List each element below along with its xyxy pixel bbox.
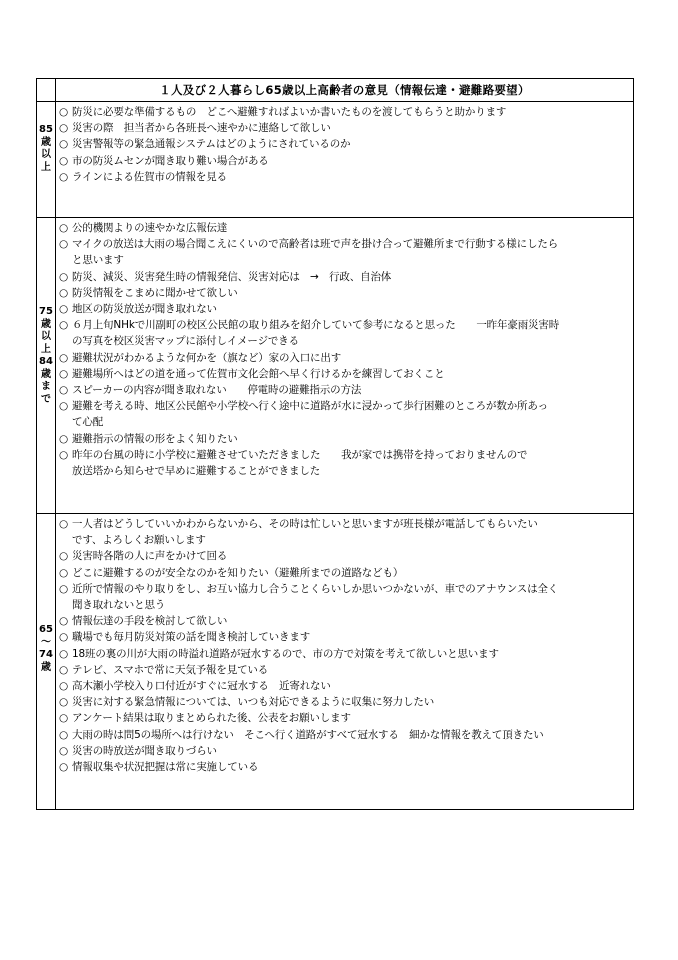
list-item [59,710,633,726]
age-group-label-part: 84 [39,356,53,367]
list-item [59,120,633,136]
circle-bullet-icon: ○ [59,303,69,316]
circle-bullet-icon: ○ [59,744,69,757]
age-group-label-part: 歳 [41,318,51,330]
circle-bullet-icon: ○ [59,615,69,628]
opinion-text: どこに避難するのが安全なのかを知りたい（避難所までの道路なども） [72,566,404,579]
list-item [59,350,633,366]
list-item [59,317,633,349]
list-item [59,153,633,169]
circle-bullet-icon: ○ [59,238,69,251]
opinion-text: 避難場所へはどの道を通って佐賀市文化会館へ早く行けるかを練習しておくこと [72,367,445,380]
circle-bullet-icon: ○ [59,448,69,461]
age-group-label [37,218,56,513]
circle-bullet-icon: ○ [59,712,69,725]
opinion-text: て心配 [72,416,104,429]
list-item [59,759,633,775]
opinion-text: 情報収集や状況把握は常に実施している [72,761,259,774]
age-group-label-part: 上 [41,343,51,355]
opinion-text: 市の防災ムセンが聞き取り難い場合がある [72,154,269,167]
circle-bullet-icon: ○ [59,270,69,283]
age-group-65-74 [37,513,633,809]
age-group-label-part: 75 [39,306,53,317]
opinion-text: 昨年の台風の時に小学校に避難させていただきました 我が家では携帯を持っておりませんので [72,448,528,461]
list-item [59,662,633,678]
opinion-text: 防災に必要な準備するもの どこへ避難すればよいか書いたものを渡してもらうと助かります [72,106,507,118]
opinion-text: スピーカーの内容が聞き取れない 停電時の避難指示の方法 [72,384,362,397]
list-item [59,548,633,564]
opinion-list [56,102,633,217]
opinion-text: 近所で情報のやり取りをし、お互い協力し合うことくらいしか思いつかないが、車でのアナウンスは全く [72,582,559,595]
circle-bullet-icon: ○ [59,761,69,774]
opinion-text: マイクの放送は大雨の場合聞こえにくいので高齢者は班で声を掛け合って避難所まで行動する様にしたら [72,238,559,251]
age-group-label-part: 65 [39,624,53,635]
opinion-text: 災害時各階の人に声をかけて回る [72,550,228,563]
opinion-text: 高木瀬小学校入り口付近がすぐに冠水する 近寄れない [72,680,331,693]
age-group-label-part: 85 [39,124,53,135]
circle-bullet-icon: ○ [59,647,69,660]
opinion-text: 地区の防災放送が聞き取れない [72,303,217,316]
opinion-text: 18班の裏の川が大雨の時溢れ道路が冠水するので、市の方で対策を考えて欲しいと思います [72,647,499,660]
opinion-text: アンケート結果は取りまとめられた後、公表をお願いします [72,712,351,725]
opinion-text: 防災情報をこまめに聞かせて欲しい [72,286,238,299]
list-item [59,136,633,152]
age-group-label-part: 以 [41,331,51,342]
opinion-list [56,514,633,809]
circle-bullet-icon: ○ [59,696,69,709]
list-item [59,694,633,710]
circle-bullet-icon: ○ [59,384,69,397]
opinion-list [56,218,633,513]
opinion-text: 災害警報等の緊急通報システムはどのようにされているのか [72,138,351,151]
opinion-text: 職場でも毎月防災対策の話を聞き検討していきます [72,631,311,644]
circle-bullet-icon: ○ [59,319,69,332]
opinion-text: と思います [72,254,124,267]
opinion-text: 大雨の時は問5の場所へは行けない そこへ行く道路がすべて冠水する 細かな情報を教えて頂きたい [72,728,544,741]
age-group-75-84 [37,217,633,513]
opinion-text: 情報伝達の手段を検討して欲しい [72,615,228,628]
list-item [59,398,633,430]
list-item [59,678,633,694]
list-item [59,269,633,285]
circle-bullet-icon: ○ [59,680,69,693]
circle-bullet-icon: ○ [59,518,69,530]
opinion-text: 聞き取れないと思う [72,599,166,612]
page-title: １人及び２人暮らし65歳以上高齢者の意見（情報伝達・避難路要望） [159,83,530,97]
opinion-text: 災害に対する緊急情報については、いつも対応できるように収集に努力したい [72,696,435,709]
circle-bullet-icon: ○ [59,154,69,167]
circle-bullet-icon: ○ [59,400,69,413]
list-item [59,104,633,120]
list-item [59,581,633,613]
opinion-text: 一人者はどうしていいかわからないから、その時は忙しいと思いますが班長様が電話してもらいたい [72,518,538,530]
opinion-text: です、よろしくお願いします [72,534,206,547]
age-group-label [37,102,56,217]
circle-bullet-icon: ○ [59,566,69,579]
opinion-text: ６月上旬NHkで川副町の校区公民館の取り組みを紹介していて参考になると思った 一昨年豪雨災害時 [72,319,560,332]
age-group-85-plus [37,101,633,217]
opinion-text: 災害の時放送が聞き取りづらい [72,744,217,757]
opinion-text: 公的機関よりの速やかな広報伝達 [72,222,228,234]
age-group-label-part: 上 [41,161,51,173]
opinion-text: 避難指示の情報の形をよく知りたい [72,432,238,445]
list-item [59,169,633,185]
list-item [59,727,633,743]
list-item [59,447,633,479]
circle-bullet-icon: ○ [59,106,69,118]
opinion-text: ラインによる佐賀市の情報を見る [72,170,227,183]
list-item [59,366,633,382]
list-item [59,613,633,629]
circle-bullet-icon: ○ [59,138,69,151]
list-item [59,301,633,317]
circle-bullet-icon: ○ [59,122,69,135]
list-item [59,431,633,447]
age-group-label-part: ～ [41,636,51,648]
age-group-label-part: ま [41,381,51,392]
circle-bullet-icon: ○ [59,222,69,234]
circle-bullet-icon: ○ [59,367,69,380]
list-item [59,382,633,398]
circle-bullet-icon: ○ [59,432,69,445]
list-item [59,236,633,268]
list-item [59,516,633,548]
circle-bullet-icon: ○ [59,631,69,644]
list-item [59,646,633,662]
opinion-text: 避難状況がわかるような何かを（旗など）家の入口に出す [72,351,342,364]
opinion-text: 避難を考える時、地区公民館や小学校へ行く途中に道路が水に浸かって歩行困難のところが数か所あっ [72,400,548,413]
age-group-label [37,514,56,809]
list-item [59,629,633,645]
table-header-row [37,79,633,101]
age-group-label-part: 歳 [41,136,51,148]
circle-bullet-icon: ○ [59,351,69,364]
circle-bullet-icon: ○ [59,728,69,741]
list-item [59,285,633,301]
opinion-text: 放送塔から知らせで早めに避難することができました [72,465,321,478]
circle-bullet-icon: ○ [59,550,69,563]
list-item [59,220,633,236]
opinion-text: の写真を校区災害マップに添付しイメージできる [72,335,299,348]
list-item [59,565,633,581]
opinion-table [36,78,634,810]
circle-bullet-icon: ○ [59,286,69,299]
circle-bullet-icon: ○ [59,582,69,595]
age-group-label-part: 74 [39,649,53,660]
header-corner-cell [37,79,56,101]
opinion-text: テレビ、スマホで常に天気予報を見ている [72,663,269,676]
circle-bullet-icon: ○ [59,663,69,676]
list-item [59,743,633,759]
opinion-text: 防災、減災、災害発生時の情報発信、災害対応は → 行政、自治体 [72,270,392,283]
age-group-label-part: で [41,393,51,405]
opinion-text: 災害の際 担当者から各班長へ速やかに連絡して欲しい [72,122,331,135]
age-group-label-part: 歳 [41,368,51,380]
circle-bullet-icon: ○ [59,170,69,183]
age-group-label-part: 以 [41,149,51,160]
age-group-label-part: 歳 [41,661,51,673]
